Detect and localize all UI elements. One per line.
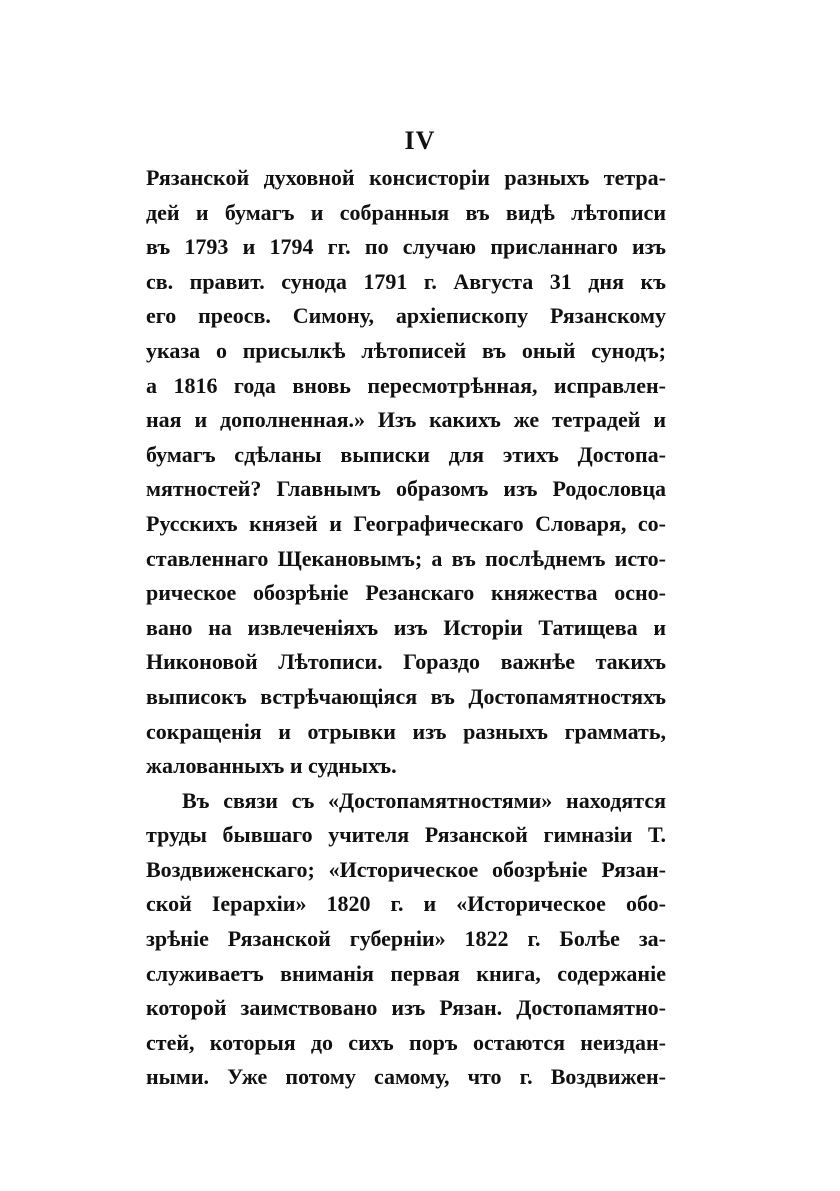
text-line: вано на извлеченіяхъ изъ Исторіи Татищева и: [146, 614, 666, 640]
page-number: IV: [404, 126, 436, 155]
text-line: бумагъ сдѣланы выписки для этихъ Достопа-: [146, 441, 666, 467]
text-line: служиваетъ вниманія первая книга, содержаніе: [146, 960, 666, 986]
text-line: ными. Уже потому самому, что г. Воздвижен-: [146, 1064, 666, 1090]
text-line: его преосв. Симону, архіепископу Рязанскому: [146, 303, 666, 329]
text-line: которой заимствовано изъ Рязан. Достопамятно-: [146, 995, 666, 1021]
text-line: стей, которыя до сихъ поръ остаются неиздан-: [146, 1029, 666, 1055]
text-line: сокращенія и отрывки изъ разныхъ граммать,: [146, 718, 666, 744]
text-line: труды бывшаго учителя Рязанской гимназіи Т.: [146, 822, 666, 848]
text-line: а 1816 года вновь пересмотрѣнная, исправлен-: [146, 372, 666, 398]
text-line: зрѣніе Рязанской губерніи» 1822 г. Болѣе за-: [146, 926, 666, 952]
text-line: св. правит. сунода 1791 г. Августа 31 дня къ: [146, 268, 666, 294]
text-line: Русскихъ князей и Географическаго Словаря, со-: [146, 510, 666, 536]
text-line: дей и бумагъ и собранныя въ видѣ лѣтописи: [146, 199, 666, 225]
text-line: ная и дополненная.» Изъ какихъ же тетрадей и: [146, 407, 666, 433]
text-line: Въ связи съ «Достопамятностями» находятся: [182, 787, 666, 813]
text-line: Никоновой Лѣтописи. Гораздо важнѣе такихъ: [146, 649, 666, 675]
paragraph-2: [146, 784, 666, 1095]
text-line: ставленнаго Щекановымъ; а въ послѣднемъ исто-: [146, 545, 666, 571]
text-line: мятностей? Главнымъ образомъ изъ Родословца: [146, 476, 666, 502]
body-text: [146, 161, 666, 1095]
text-line: въ 1793 и 1794 гг. по случаю присланнаго изъ: [146, 234, 666, 260]
text-line: Рязанской духовной консисторіи разныхъ тетра-: [146, 165, 666, 190]
text-line: указа о присылкѣ лѣтописей въ оный сунодъ;: [146, 337, 666, 363]
paragraph-1: [146, 161, 666, 784]
text-line: жалованныхъ и судныхъ.: [146, 753, 397, 779]
text-line: выписокъ встрѣчающіяся въ Достопамятностяхъ: [146, 683, 666, 709]
text-line: рическое обозрѣніе Резанскаго княжества осно-: [146, 580, 666, 606]
text-line: Воздвиженскаго; «Историческое обозрѣніе Рязан-: [146, 856, 666, 882]
text-line: ской Іерархіи» 1820 г. и «Историческое обо-: [146, 891, 666, 917]
